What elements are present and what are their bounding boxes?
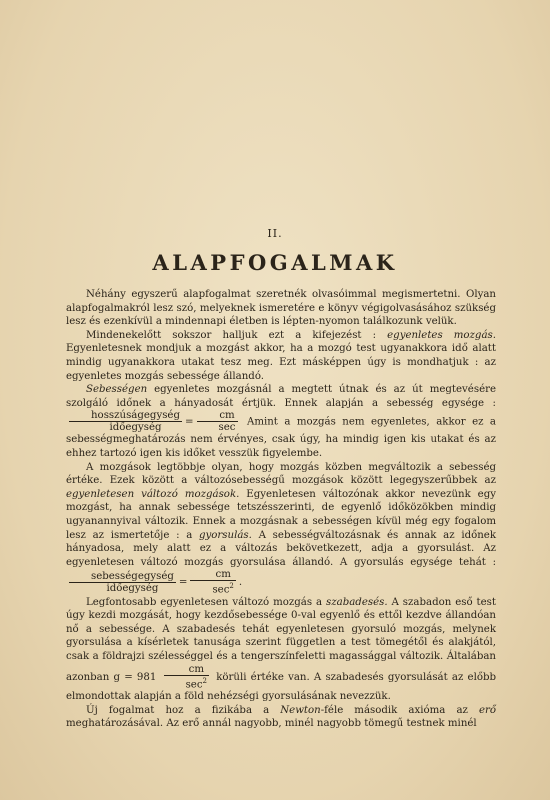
paragraph-2 — [66, 329, 496, 383]
emphasis: egyenletesen változó mozgások. — [66, 488, 240, 500]
text-run: Mindenekelőtt sokszor halljuk ezt a kifejezést : — [86, 329, 388, 341]
fraction-g-unit — [164, 664, 209, 690]
equals-sign: = — [178, 577, 188, 589]
paragraph-6 — [66, 704, 496, 731]
exponent: 2 — [202, 676, 208, 685]
fraction-cm-sec — [197, 410, 238, 433]
emphasis: szabadesés. — [326, 596, 388, 608]
text-run: Új fogalmat hoz a fizikába a — [86, 704, 281, 716]
emphasis: egyenletes mozgás. — [387, 329, 496, 341]
paragraph-4 — [66, 461, 496, 596]
exponent: 2 — [229, 582, 234, 591]
fraction-numerator: sebességegység — [69, 571, 176, 583]
text-run: Egyenletesnek mondjuk a mozgást akkor, ha a mozgó test ugyanakkora idő alatt mindig ugyanakkora utakat tesz meg. Ezt másképpen úgy is mondhatjuk : az egyenletes mozgás sebessége állandó. — [66, 343, 496, 382]
fraction-denominator — [190, 581, 235, 595]
emphasis: gyorsulás. — [199, 529, 252, 541]
paragraph-3 — [66, 383, 496, 460]
text-run: egyenletes mozgásnál a megtett útnak és az út megtevésére szolgáló időnek a hányadosát értjük. Ennek alapján a sebesség egysége : — [66, 384, 496, 409]
equals-sign: = — [185, 416, 194, 428]
fraction-denominator: időegység — [106, 582, 159, 594]
fraction-denominator: sec — [218, 422, 236, 434]
emphasis: erő — [478, 704, 497, 716]
text-run: A mozgások legtöbbje olyan, hogy mozgás közben megváltozik a sebesség értéke. Ezek között a változósebességű mozgások között legegyszerűbbek az — [66, 461, 496, 487]
text-run: Amint a mozgás nem egyenletes, akkor ez a sebességmeghatározás nem érvényes, csak úgy, ha mindig igen kis utakat és az ehhez tartozó igen kis időket vesszük figyelembe. — [66, 416, 496, 459]
body-text — [66, 288, 496, 731]
text-run: körüli értéke van. A szabadesés gyorsulását az előbb elmondottak alapján a föld nehézségi gyorsulásának nevezzük. — [66, 671, 497, 703]
fraction-acceleration-unit — [69, 571, 176, 594]
fraction-cm-sec2 — [190, 569, 235, 595]
fraction-denominator: időegység — [109, 422, 162, 434]
text-run: Legfontosabb egyenletesen változó mozgás a — [86, 596, 327, 608]
fraction-numerator: hosszúságegység — [69, 410, 182, 422]
text-run: meghatározásával. Az erő annál nagyobb, minél nagyobb tömegű testnek minél — [66, 718, 477, 730]
text-run: -féle második axióma az — [320, 704, 479, 716]
text-run: A szabadon eső test úgy kezdi mozgását, hogy kezdősebessége 0-val egyenlő és ettől kezdve állandóan nő a sebessége. A szabadesés tehát egyenletesen gyorsuló mozgás, melynek gyorsulása a kísérletek tanusága szerint független a test tömegétől és alakjától, csak a földrajzi szélességgel és a tengerszínfeletti magassággal változik. Általában azonban g = 981 — [66, 596, 496, 683]
fraction-denominator — [164, 676, 209, 690]
fraction-numerator: cm — [164, 664, 209, 676]
fraction-numerator: cm — [190, 569, 235, 581]
text-run: A sebességváltozásnak és annak az időnek hányadosa, mely alatt ez a változás bekövetkezett, adja a gyorsulást. Az egyenletesen változó mozgás gyorsulása állandó. A gyorsulás egysége tehát : — [66, 529, 496, 568]
emphasis: Newton — [280, 704, 321, 716]
emphasis: Sebességen — [86, 384, 148, 396]
denominator-text: sec — [185, 679, 203, 691]
text-run: Egyenletesen változónak akkor nevezünk egy mozgást, ha annak sebessége tetszésszerinti, de egyenlő időközökben mindig ugyanannyival változik. Ennek a mozgásnak a sebességen kívül még egy fogalom lesz az ismertetője : a — [66, 488, 496, 541]
paragraph-1: Néhány egyszerű alapfogalmat szeretnék olvasóimmal megismertetni. Olyan alapfogalmakról lesz szó, melyeknek ismeretére e könyv végigolvasásához szükség lesz és ezenkívül a mindennapi életben is lépten-nyomon találkozunk velük. — [66, 289, 496, 328]
chapter-title: ALAPFOGALMAK — [152, 250, 398, 275]
period: . — [238, 577, 243, 589]
fraction-numerator: cm — [197, 410, 238, 422]
denominator-text: sec — [212, 584, 230, 596]
paragraph-5 — [66, 596, 496, 704]
fraction-speed-unit — [69, 410, 182, 433]
chapter-number: II. — [267, 227, 283, 240]
